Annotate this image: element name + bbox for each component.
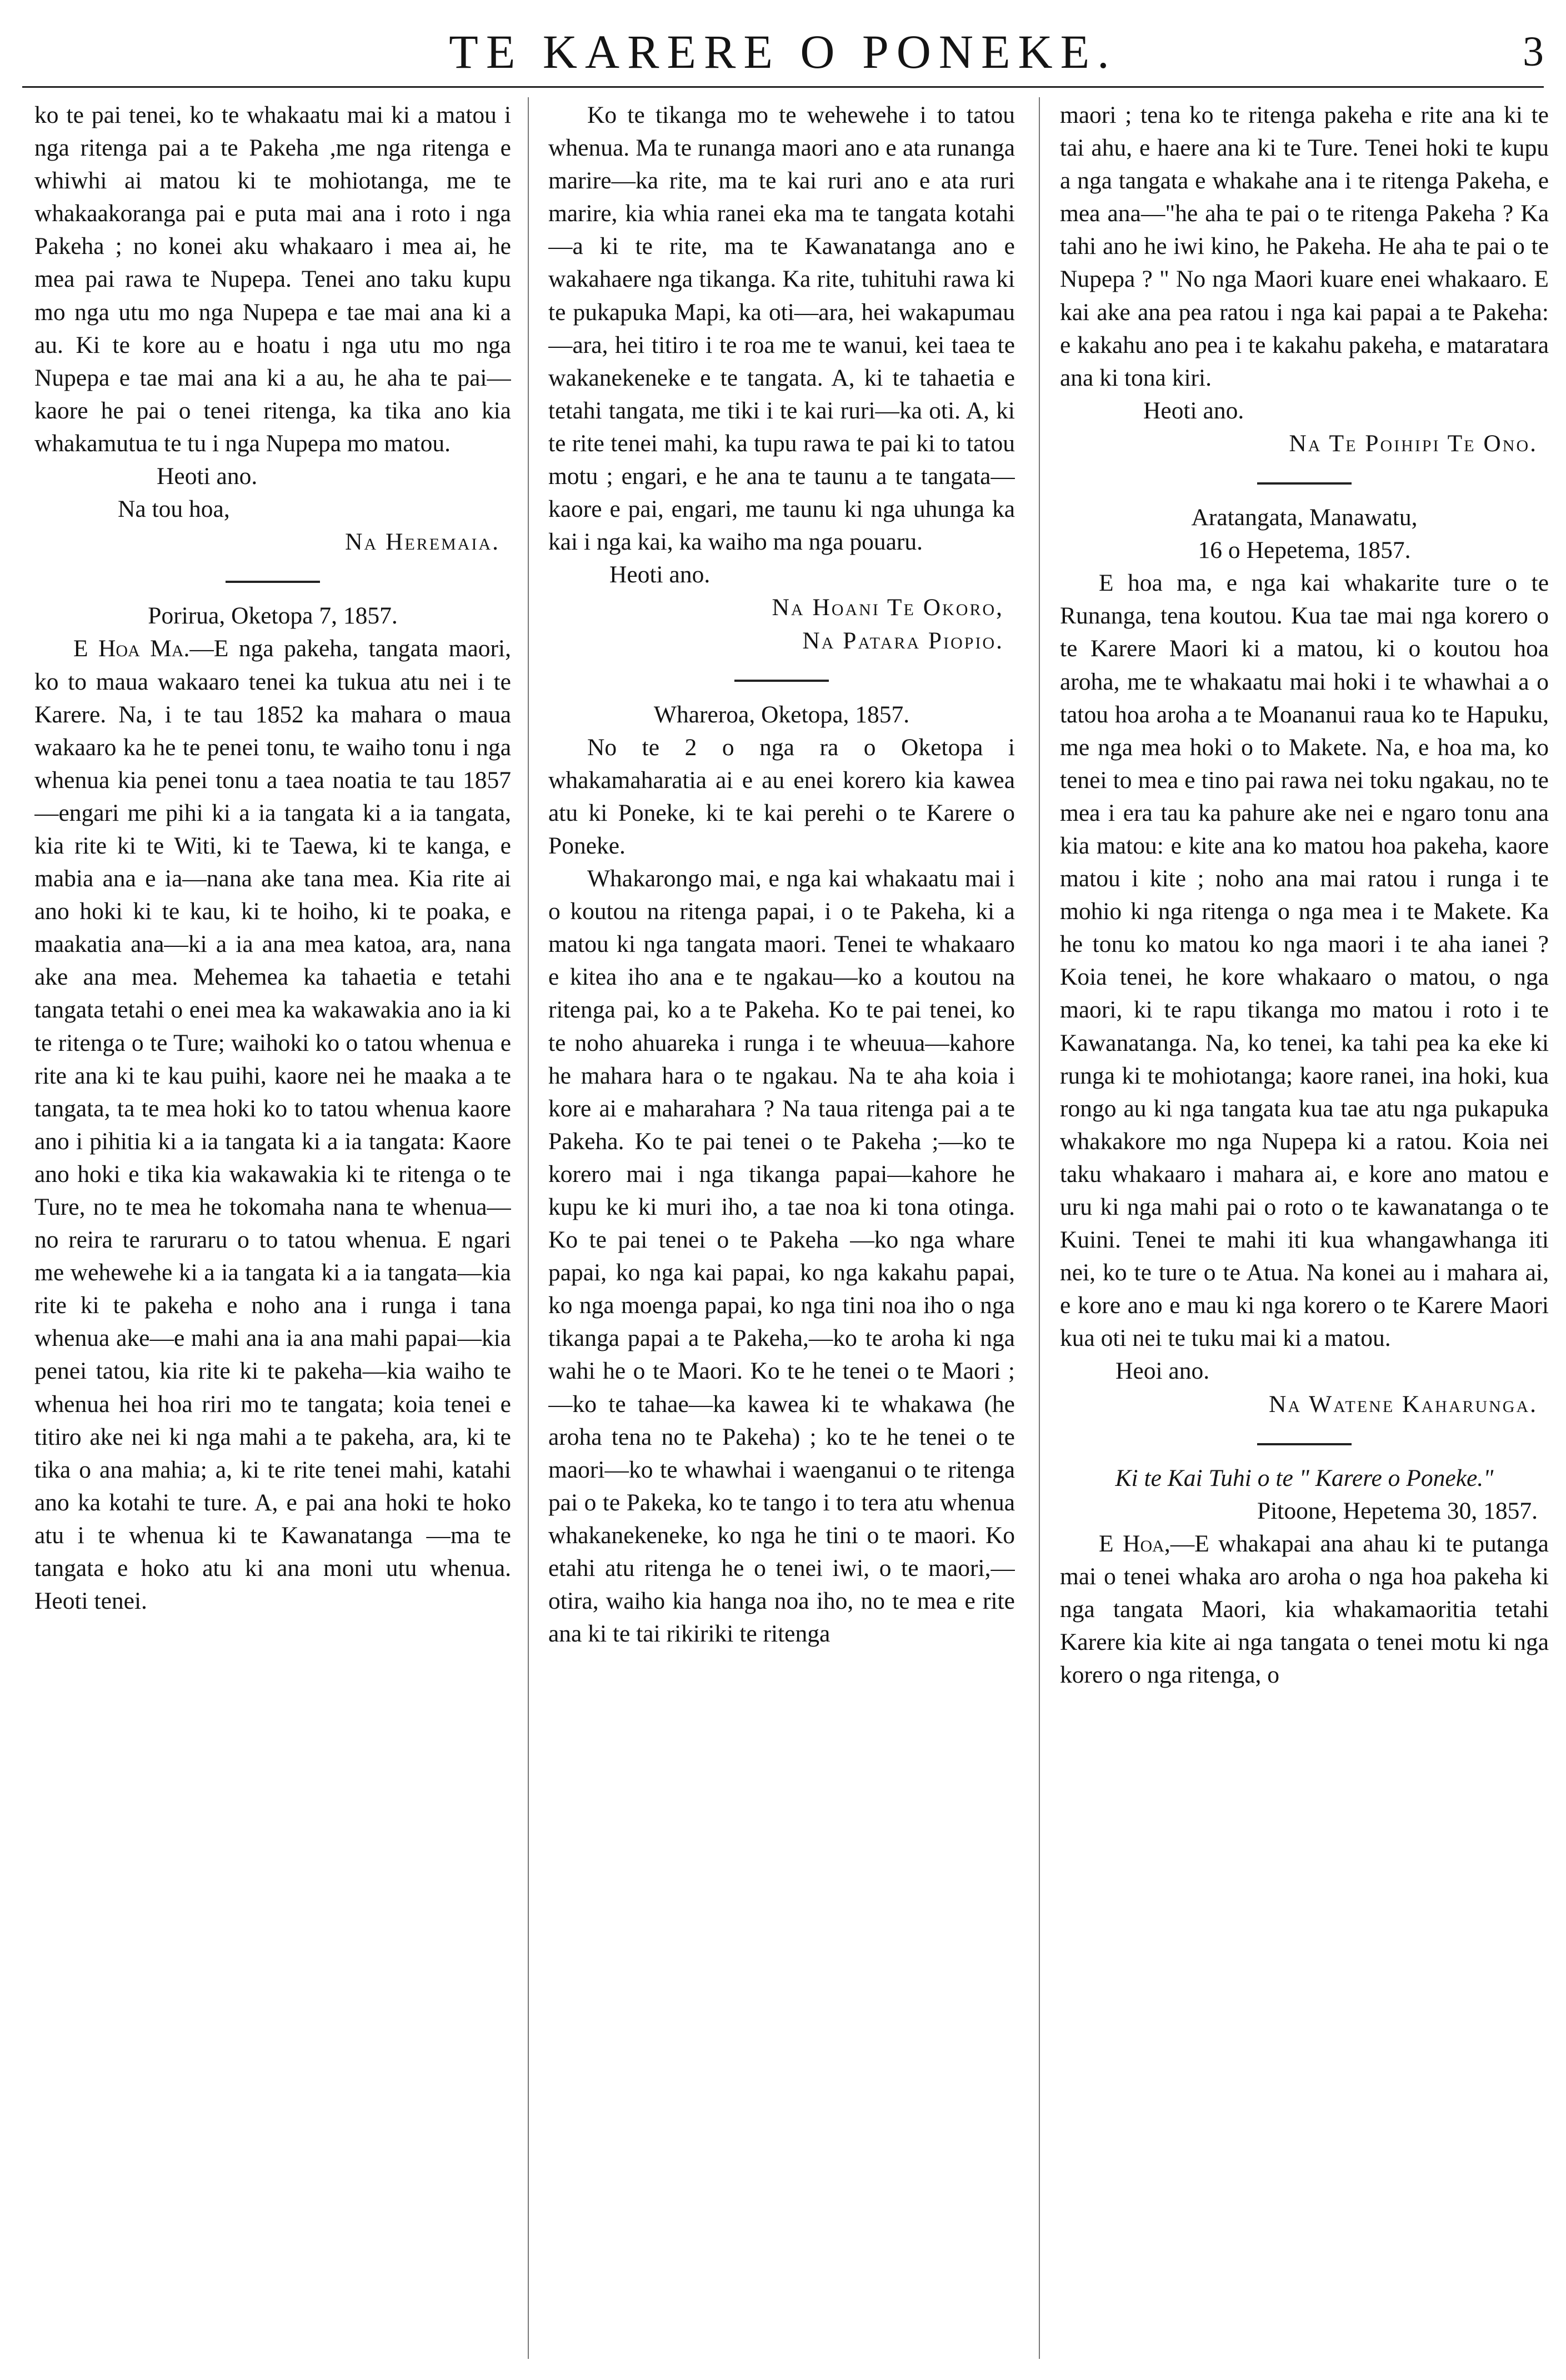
signature: Na Watene Kaharunga. (1268, 1390, 1538, 1418)
closing: Heoti ano. (609, 561, 711, 588)
column-1 (34, 99, 511, 2372)
signature: Na Patara Piopio. (802, 627, 1004, 654)
header-rule (22, 86, 1544, 88)
masthead (0, 21, 1566, 88)
article-paragraph: Ko te tikanga mo te wehewehe i to tatou whenua. Ma te runanga maori ano e ata runanga marire—ka rite, ma te kai ruri ano e ata ruri marire, kia whia ranei eka ma te tangata kotahi—a ki te rite, ma te Kawanatanga ano e wakahaere nga tikanga. Ka rite, tuhituhi rawa ki te pukapuka Mapi, ka oti—ara, hei wakapumau—ara, hei titiro i te roa me te wanui, kei taea te wakanekeneke e te tangata. A, ki te tahaetia e tetahi tangata, me tiki i te kai ruri—ka oti. A, ki te rite tenei mahi, ka tupu rawa te pai ki to tatou motu ; engari, e he ana te taunu a te tangata—kaore e pai, engari, me taunu ki nga uhunga ka kai i nga kai, ka waiho ma nga pouaru. (548, 102, 1015, 556)
closing: Heoti ano. (157, 463, 258, 490)
dateline: Whareroa, Oketopa, 1857. (653, 701, 910, 728)
section-rule (226, 581, 320, 583)
section-rule (1257, 1443, 1352, 1445)
signature: Na Heremaia. (345, 528, 500, 556)
section-rule (1257, 482, 1352, 485)
letter-greeting: E Hoa Ma. (73, 635, 190, 662)
letter-body: —E nga pakeha, tangata maori, ko to maua wakaaro tenei ka tukua atu nei i te Karere. Na, i te tau 1852 ka mahara o maua wakaaro ka he te penei tonu, te waiho tonu i nga whenua kia penei tonu a taea noatia te tau 1857—engari me pihi ki a ia tangata ki a ia tangata, kia rite ki te Witi, ki te Taewa, ki te kanga, e mabia ana e ia—nana ake tana mea. Kia rite ai ano hoki ki te kau, ki te hoiho, ki te poaka, e maakatia ana—ki a ia ana mea katoa, ara, nana ake ana mea. Mehemea ka tahaetia e tetahi tangata tetahi o enei mea ka wakawakia ano ia ki te ritenga o te Ture; waihoki ko o tatou whenua e rite ana ki te kau puihi, kaore nei he maaka a te tangata, ta te mea hoki ko to tatou whenua kaore ano i pihitia ki a ia tangata ki a ia tangata: Kaore ano hoki e tika kia wakawakia ki te ritenga o te Ture, no te mea he tokomaha nana te whenua—no reira te raruraru o to tatou whenua. E ngari me wehewehe ki a ia tangata ki a ia tangata—kia rite ki te pakeha e noho ana i runga i tana whenua ake—e mahi ana ia ana mahi papai—kia penei tatou, kia rite ki te pakeha—kia waiho te whenua hei hoa riri mo te tangata; koia tenei e titiro ake nei ki nga mahi a te pakeha, ara, ki te tika o ana mahia; a, ki te rite tenei mahi, katahi ano ka kotahi te ture. A, e pai ana hoki te hoko atu i te whenua ki te Kawanatanga —ma te tangata e hoko atu ki ana moni utu whenua. Heoti tenei. (34, 635, 511, 1615)
signature: Na Te Poihipi Te Ono. (1289, 430, 1538, 457)
column-divider (1039, 97, 1040, 2359)
letter-greeting: E Hoa, (1099, 1530, 1170, 1557)
dateline: Porirua, Oketopa 7, 1857. (148, 602, 398, 630)
letter-heading: Ki te Kai Tuhi o te " Karere o Poneke." (1115, 1464, 1494, 1491)
section-rule (734, 680, 829, 682)
closing: Heoti ano. (1143, 397, 1244, 424)
article-paragraph: maori ; tena ko te ritenga pakeha e rite ana ki te tai ahu, e haere ana ki te Ture. Tenei hoki te kupu a nga tangata e whakahe ana i te ritenga Pakeha, e mea ana—"he aha te pai o te ritenga Pakeha ? Ka tahi ano he iwi kino, he Pakeha. He aha te pai o te Nupepa ? " No nga Maori kuare enei whakaaro. E kai ake ana pea ratou i nga kai papai a te Pakeha: e kakahu ano pea i te kakahu pakeha, e mataratara ana ki tona kiri. (1060, 102, 1549, 391)
dateline: Aratangata, Manawatu, (1191, 504, 1418, 531)
newspaper-title: TE KARERE O PONEKE. (449, 25, 1117, 78)
column-3 (1060, 99, 1549, 2372)
signature: Na Hoani Te Okoro, (772, 594, 1004, 621)
dateline: 16 o Hepetema, 1857. (1198, 537, 1411, 564)
article-paragraph: No te 2 o nga ra o Oketopa i whakamaharatia ai e au enei korero kia kawea atu ki Poneke, ki te kai perehi o te Karere o Poneke. (548, 734, 1015, 859)
article-paragraph: E hoa ma, e nga kai whakarite ture o te Runanga, tena koutou. Kua tae mai nga korero o te Karere Maori ki a matou, ki o koutou hoa aroha, me te whakaatu mai hoki i te whawhai a o tatou hoa aroha a te Moananui raua ko te Hapuku, me nga mea hoki o to Makete. Na, e hoa ma, ko tenei to mea e tino pai rawa nei toku ngakau, no te mea i era tau ka pahure ake nei e ngaro tonu ana kia matou: e kite ana ko matou hoa pakeha, kaore matou i kite ; noho ana mai ratou i runga i te mohio ki nga ritenga o nga mea i te Makete. Ka he tonu ko matou ko nga maori i te aha ianei ? Koia tenei, he kore whakaaro o matou, o nga maori, ki te rapu tikanga mo matou i roto i te Kawanatanga. Na, ko tenei, ka tahi pea ka eke ki runga ki te mohiotanga; kaore ranei, ina hoki, kua rongo au ki nga tangata kua tae atu nga pukapuka whakakore mo nga Nupepa ki a ratou. Koia nei taku whakaaro i mahara ai, e kore ano matou e uru ki nga mahi pai o roto o te kawanatanga o te Kuini. Tenei te mahi iti kua whangawhanga iti nei, ko te ture o te Atua. Na konei au i mahara ai, e kore ano e mau ki nga korero o te Karere Maori kua oti nei te tuku mai ki a matou. (1060, 570, 1549, 1352)
closing-friend: Na tou hoa, (118, 496, 230, 523)
article-paragraph: Whakarongo mai, e nga kai whakaatu mai i o koutou na ritenga papai, i o te Pakeha, ki a matou ki nga tangata maori. Tenei te whakaaro e kitea iho ana e te ngakau—ko a koutou na ritenga pai, ko a te Pakeha. Ko te pai tenei, ko te noho ahuareka i runga i te wheuua—kahore he mahara hara o te ngakau. Na te aha koia i kore ai e maharahara ? Na taua ritenga pai a te Pakeha. Ko te pai tenei o te Pakeha ;—ko te korero mai i nga tikanga papai—kahore he kupu ke ki muri iho, a tae noa ki tona otinga. Ko te pai tenei o te Pakeha —ko nga whare papai, ko nga kai papai, ko nga kakahu papai, ko nga moenga papai, ko nga tini noa iho o nga tikanga papai a te Pakeha,—ko te aroha ki nga wahi he o te Maori. Ko te he tenei o te Maori ;—ko te tahae—ka kawea ki te whakawa (he aroha tena no te Pakeha) ; ko te he tenei o te maori—ko te whawhai i waenganui o te ritenga pai o te Pakeka, ko te tango i to tera atu whenua whakanekeneke, ko nga he tini o te maori. Ko etahi atu ritenga he o tenei iwi, o te maori,—otira, waiho kia hanga noa iho, no te mea e rite ana ki te tai rikiriki te ritenga (548, 865, 1015, 1648)
closing: Heoi ano. (1115, 1358, 1210, 1385)
column-divider (528, 97, 529, 2359)
letter-body: —E whakapai ana ahau ki te putanga mai o tenei whaka aro aroha o nga hoa pakeha ki nga tangata Maori, kia whakamaoritia tetahi Karere kia kite ai nga tangata o tenei motu ki nga korero o nga ritenga, o (1060, 1530, 1549, 1689)
dateline: Pitoone, Hepetema 30, 1857. (1257, 1497, 1538, 1524)
article-paragraph: ko te pai tenei, ko te whakaatu mai ki a matou i nga ritenga pai a te Pakeha ,me nga ritenga e whiwhi ai matou ki te mohiotanga, me te whakaakoranga pai e puta mai ana i roto i nga Pakeha ; no konei aku whakaaro i mea ai, he mea pai rawa te Nupepa. Tenei ano taku kupu mo nga utu mo nga Nupepa e tae mai ana ki a au. Ki te kore au e hoatu i nga utu mo nga Nupepa e tae mai ana ki a au, he aha te pai—kaore he pai o tenei ritenga, ka tika ano kia whakamutua te tu i nga Nupepa mo matou. (34, 102, 511, 457)
column-2 (548, 99, 1015, 2372)
page-number: 3 (1523, 28, 1544, 75)
